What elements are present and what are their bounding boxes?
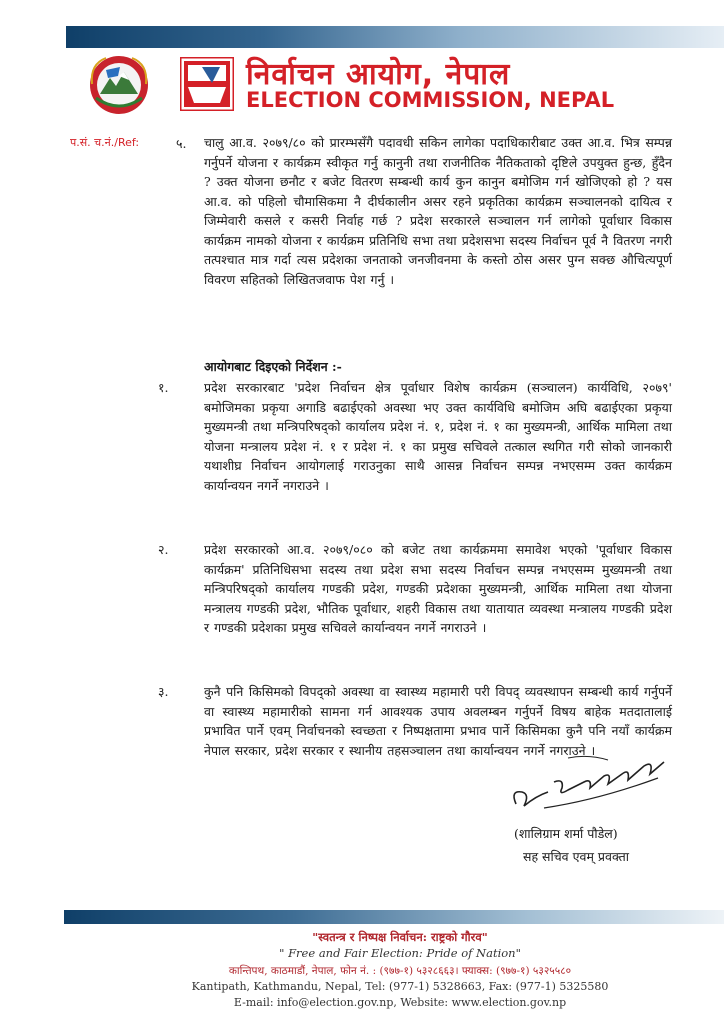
org-name-nepali: निर्वाचन आयोग, नेपाल xyxy=(246,57,511,92)
footer-address-english: Kantipath, Kathmandu, Nepal, Tel: (977-1) 5328663, Fax: (977-1) 5325580 xyxy=(191,980,609,993)
intro-paragraph: चालु आ.व. २०७९/८० को प्रारम्भसँगै पदावधी सकिन लागेका पदाधिकारीबाट उक्त आ.व. भित्र सम्पन्न गर्नुपर्ने योजना र कार्यक्रम स्वीकृत गर्नु कानुनी तथा राजनीतिक नैतिकताको दृष्टिले उपयुक्त हुन्छ, हुँदैन ? उक्त योजना छनौट र बजेट वितरण सम्बन्धी कार्य कुन कानुन बमोजिम गर्न खोजिएको हो ? यस आ.व. को पहिलो चौमासिकमा नै दीर्घकालीन असर रहने प्रकृतिका कार्यक्रम सञ्चालनको दायित्व र जिम्मेवारी कसले र कसरी निर्वाह गर्छ ? प्रदेश सरकारले सञ्चालन गर्न लागेको पूर्वाधार विकास कार्यक्रम नामको योजना र कार्यक्रम प्रतिनिधि सभा तथा प्रदेशसभा सदस्य निर्वाचन पूर्व नै वितरण नगरी तत्पश्चात मात्र गर्दा त्यस प्रदेशका जनताको जनजीवनमा के कस्तो ठोस असर पुग्न सक्छ औचित्यपूर्ण विवरण सहितको लिखितजवाफ पेश गर्नु । xyxy=(204,135,672,287)
ref-label: प.सं. च.नं./Ref: xyxy=(70,136,140,149)
directive-heading: आयोगबाट दिइएको निर्देशन :- xyxy=(204,359,342,374)
ballot-box-logo-icon xyxy=(180,57,234,111)
footer-address-nepali: कान्तिपथ, काठमाडौं, नेपाल, फोन नं. : (९७७-१) ५३२८६६३। फ्याक्स: (९७७-१) ५३२५५८० xyxy=(228,965,572,977)
directive-text-1: प्रदेश सरकारबाट 'प्रदेश निर्वाचन क्षेत्र पूर्वाधार विशेष कार्यक्रम (सञ्चालन) कार्यविधि, २०७९' बमोजिमका प्रकृया अगाडि बढाईएको अवस्था भए उक्त कार्यविधि बमोजिम अघि बढाईएका प्रकृया मुख्यमन्त्री तथा मन्त्रिपरिषद्को कार्यालय प्रदेश नं. १, प्रदेश नं. १ का मुख्यमन्त्री, आर्थिक मामिला तथा योजना मन्त्रालय प्रदेश नं. १ र प्रदेश नं. १ का प्रमुख सचिवले तत्काल स्थगित गरी सोको जानकारी यथाशीघ्र निर्वाचन आयोगलाई गराउनुका साथै आसन्न निर्वाचन सम्पन्न नभएसम्म उक्त कार्यक्रम कार्यान्वयन नगर्ने नगराउने । xyxy=(204,380,672,493)
section-number: ५. xyxy=(176,136,187,151)
header-banner-bar xyxy=(66,26,724,48)
directive-number-2: २. xyxy=(158,542,169,557)
directive-number-1: १. xyxy=(158,380,169,395)
footer-contact: E-mail: info@election.gov.np, Website: www.election.gov.np xyxy=(233,996,567,1009)
footer-motto-nepali: "स्वतन्त्र र निष्पक्ष निर्वाचन: राष्ट्रको गौरव" xyxy=(312,930,488,944)
signatory-title: सह सचिव एवम् प्रवक्ता xyxy=(523,849,630,864)
footer-banner-bar xyxy=(64,910,724,924)
footer-motto-english: " Free and Fair Election: Pride of Nation" xyxy=(279,946,521,960)
handwritten-signature xyxy=(508,752,678,822)
directive-number-3: ३. xyxy=(158,684,169,699)
directive-text-2: प्रदेश सरकारको आ.व. २०७९/०८० को बजेट तथा कार्यक्रममा समावेश भएको 'पूर्वाधार विकास कार्यक्रम' प्रतिनिधिसभा सदस्य तथा प्रदेश सभा सदस्य निर्वाचन सम्पन्न नभएसम्म मुख्यमन्त्री तथा मन्त्रिपरिषद्को कार्यालय गण्डकी प्रदेश, गण्डकी प्रदेशका मुख्यमन्त्री, आर्थिक मामिला तथा योजना मन्त्रालय गण्डकी प्रदेश, भौतिक पूर्वाधार, शहरी विकास तथा यातायात व्यवस्था मन्त्रालय गण्डकी प्रदेश र गण्डकी प्रदेशका प्रमुख सचिवले कार्यान्वयन नगर्ने नगराउने । xyxy=(204,542,672,635)
org-name-english: ELECTION COMMISSION, NEPAL xyxy=(246,88,615,112)
directive-text-3: कुनै पनि किसिमको विपद्को अवस्था वा स्वास्थ्य महामारी परी विपद् व्यवस्थापन सम्बन्धी कार्य गर्नुपर्ने वा स्वास्थ्य महामारीको सामना गर्न आवश्यक उपाय अवलम्बन गर्नुपर्ने विषय बाहेक मतदातालाई प्रभावित पार्ने एवम् निर्वाचनको स्वच्छता र निष्पक्षतामा प्रभाव पार्ने किसिमका कुनै पनि नयाँ कार्यक्रम नेपाल सरकार, प्रदेश सरकार र स्थानीय तहसञ्चालन तथा कार्यान्वयन नगर्ने नगराउने । xyxy=(204,684,672,758)
signatory-name: (शालिग्राम शर्मा पौडेल) xyxy=(514,826,618,841)
nepal-emblem-icon xyxy=(86,54,152,116)
